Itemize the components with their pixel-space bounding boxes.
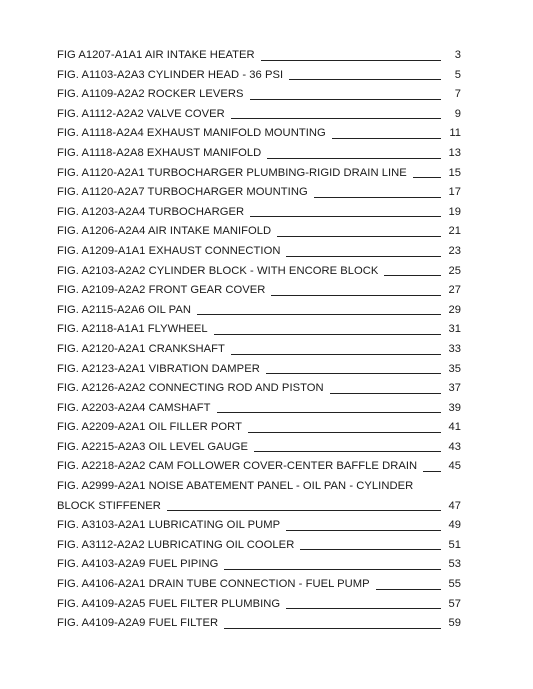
- toc-page-number: 23: [448, 244, 461, 257]
- toc-entry[interactable]: [57, 614, 461, 634]
- toc-entry[interactable]: [57, 66, 461, 86]
- toc-entry-title: FIG. A3112-A2A2 LUBRICATING OIL COOLER: [57, 538, 295, 551]
- toc-entry-line: [57, 262, 461, 282]
- toc-leader-line: [271, 295, 441, 296]
- toc-page-number: 21: [448, 225, 461, 238]
- toc-entry-line: [57, 418, 461, 438]
- toc-entry[interactable]: [57, 183, 461, 203]
- toc-entry-line: [57, 438, 461, 458]
- toc-entry[interactable]: [57, 164, 461, 184]
- toc-entry[interactable]: [57, 516, 461, 536]
- toc-entry[interactable]: [57, 105, 461, 125]
- toc-entry[interactable]: [57, 46, 461, 66]
- toc-entry-title: FIG. A4109-A2A9 FUEL FILTER: [57, 617, 219, 630]
- toc-leader-line: [197, 314, 441, 315]
- toc-entry-line: [57, 595, 461, 615]
- toc-leader-line: [217, 412, 441, 413]
- toc-leader-line: [277, 236, 441, 237]
- toc-leader-line: [254, 451, 441, 452]
- toc-entry-title: FIG. A4103-A2A9 FUEL PIPING: [57, 558, 219, 571]
- toc-entry-title: FIG. A1109-A2A2 ROCKER LEVERS: [57, 88, 244, 101]
- toc-leader-line: [286, 530, 441, 531]
- toc-entry-line: [57, 555, 461, 575]
- toc-entry-title: FIG. A4109-A2A5 FUEL FILTER PLUMBING: [57, 597, 281, 610]
- toc-page-number: 39: [448, 401, 461, 414]
- toc-leader-line: [167, 510, 441, 511]
- toc-entry-title-continuation: BLOCK STIFFENER: [57, 499, 161, 512]
- toc-page-number: 9: [454, 107, 461, 120]
- toc-entry-title: FIG. A2103-A2A2 CYLINDER BLOCK - WITH ENCORE BLOCK: [57, 264, 379, 277]
- toc-page-number: 47: [448, 499, 461, 512]
- toc-leader-line: [289, 79, 441, 80]
- toc-page-number: 59: [448, 617, 461, 630]
- toc-entry[interactable]: [57, 399, 461, 419]
- toc-leader-line: [224, 628, 441, 629]
- toc-entry[interactable]: [57, 222, 461, 242]
- toc-entry-title: FIG. A2118-A1A1 FLYWHEEL: [57, 323, 208, 336]
- toc-entry-line: [57, 281, 461, 301]
- toc-entry-title: FIG. A1120-A2A1 TURBOCHARGER PLUMBING-RIGID DRAIN LINE: [57, 166, 407, 179]
- toc-leader-line: [224, 569, 441, 570]
- toc-entry[interactable]: [57, 242, 461, 262]
- toc-entry-line: [57, 46, 461, 66]
- toc-entry-second-line: [57, 497, 461, 517]
- toc-entry[interactable]: [57, 477, 461, 516]
- toc-entry[interactable]: [57, 457, 461, 477]
- toc-entry-title: FIG. A2203-A2A4 CAMSHAFT: [57, 401, 211, 414]
- toc-entry-title: FIG. A2126-A2A2 CONNECTING ROD AND PISTON: [57, 382, 324, 395]
- toc-leader-line: [250, 216, 441, 217]
- toc-page-number: 49: [448, 519, 461, 532]
- toc-leader-line: [413, 177, 441, 178]
- toc-entry[interactable]: [57, 360, 461, 380]
- toc-entry-line: [57, 399, 461, 419]
- toc-page-number: 57: [448, 597, 461, 610]
- toc-entry-title: FIG. A2218-A2A2 CAM FOLLOWER COVER-CENTER BAFFLE DRAIN: [57, 460, 418, 473]
- toc-entry-title: FIG. A2209-A2A1 OIL FILLER PORT: [57, 421, 242, 434]
- toc-page-number: 5: [454, 68, 461, 81]
- toc-entry-first-line: [57, 477, 461, 497]
- toc-entry-title: FIG. A1203-A2A4 TURBOCHARGER: [57, 205, 245, 218]
- toc-leader-line: [300, 549, 441, 550]
- toc-entry-title: FIG. A1103-A2A3 CYLINDER HEAD - 36 PSI: [57, 68, 284, 81]
- toc-entry-title: FIG. A2120-A2A1 CRANKSHAFT: [57, 342, 225, 355]
- toc-leader-line: [266, 373, 441, 374]
- toc-entry-line: [57, 222, 461, 242]
- toc-entry-line: [57, 340, 461, 360]
- toc-entry[interactable]: [57, 418, 461, 438]
- toc-entry-title: FIG. A1120-A2A7 TURBOCHARGER MOUNTING: [57, 186, 308, 199]
- toc-entry-title: FIG. A1112-A2A2 VALVE COVER: [57, 107, 225, 120]
- toc-entry-line: [57, 183, 461, 203]
- toc-page-number: 37: [448, 382, 461, 395]
- table-of-contents: [57, 46, 461, 634]
- toc-entry[interactable]: [57, 124, 461, 144]
- toc-page-number: 43: [448, 440, 461, 453]
- toc-entry-title: FIG. A2123-A2A1 VIBRATION DAMPER: [57, 362, 260, 375]
- toc-entry-line: [57, 536, 461, 556]
- toc-entry-line: [57, 379, 461, 399]
- toc-entry[interactable]: [57, 301, 461, 321]
- toc-entry[interactable]: [57, 536, 461, 556]
- toc-entry-title: FIG. A2115-A2A6 OIL PAN: [57, 303, 192, 316]
- toc-leader-line: [214, 334, 441, 335]
- toc-entry-title: FIG. A4106-A2A1 DRAIN TUBE CONNECTION - FUEL PUMP: [57, 578, 370, 591]
- toc-entry-line: [57, 144, 461, 164]
- toc-page-number: 41: [448, 421, 461, 434]
- toc-entry-line: [57, 516, 461, 536]
- toc-page-number: 33: [448, 342, 461, 355]
- toc-page-number: 11: [449, 127, 461, 140]
- toc-entry-line: [57, 164, 461, 184]
- toc-page-number: 7: [454, 88, 461, 101]
- toc-entry[interactable]: [57, 262, 461, 282]
- toc-leader-line: [376, 589, 441, 590]
- toc-entry[interactable]: [57, 320, 461, 340]
- toc-leader-line: [314, 197, 441, 198]
- toc-page-number: 29: [448, 303, 461, 316]
- toc-leader-line: [332, 138, 441, 139]
- toc-entry-line: [57, 614, 461, 634]
- toc-entry-title: FIG. A3103-A2A1 LUBRICATING OIL PUMP: [57, 519, 281, 532]
- toc-leader-line: [286, 256, 441, 257]
- toc-page-number: 31: [448, 323, 461, 336]
- toc-page-number: 15: [448, 166, 461, 179]
- toc-entry-title: FIG. A1206-A2A4 AIR INTAKE MANIFOLD: [57, 225, 272, 238]
- toc-entry-title: FIG. A2999-A2A1 NOISE ABATEMENT PANEL - OIL PAN - CYLINDER: [57, 480, 414, 493]
- toc-leader-line: [231, 118, 441, 119]
- toc-entry-title: FIG. A1209-A1A1 EXHAUST CONNECTION: [57, 244, 281, 257]
- toc-entry[interactable]: [57, 555, 461, 575]
- toc-page-number: 45: [448, 460, 461, 473]
- toc-entry[interactable]: [57, 85, 461, 105]
- toc-entry-title: FIG. A1118-A2A4 EXHAUST MANIFOLD MOUNTING: [57, 127, 326, 140]
- toc-entry-line: [57, 124, 461, 144]
- toc-entry[interactable]: [57, 595, 461, 615]
- toc-entry-title: FIG. A1118-A2A8 EXHAUST MANIFOLD: [57, 146, 262, 159]
- toc-entry-line: [57, 360, 461, 380]
- toc-entry-title: FIG. A2109-A2A2 FRONT GEAR COVER: [57, 284, 266, 297]
- toc-page-number: 53: [448, 558, 461, 571]
- toc-entry-line: [57, 575, 461, 595]
- toc-leader-line: [261, 60, 441, 61]
- toc-page-number: 25: [448, 264, 461, 277]
- toc-page-number: 13: [448, 146, 461, 159]
- toc-entry[interactable]: [57, 144, 461, 164]
- toc-entry[interactable]: [57, 438, 461, 458]
- toc-entry[interactable]: [57, 340, 461, 360]
- toc-page-number: 3: [454, 49, 461, 61]
- toc-entry-line: [57, 320, 461, 340]
- toc-entry[interactable]: [57, 379, 461, 399]
- toc-entry-line: [57, 85, 461, 105]
- toc-leader-line: [423, 471, 441, 472]
- toc-entry-line: [57, 301, 461, 321]
- toc-entry-line: [57, 457, 461, 477]
- toc-entry-title: FIG. A2215-A2A3 OIL LEVEL GAUGE: [57, 440, 248, 453]
- toc-leader-line: [286, 608, 441, 609]
- toc-entry[interactable]: [57, 281, 461, 301]
- toc-leader-line: [330, 393, 441, 394]
- toc-leader-line: [250, 99, 441, 100]
- toc-page-number: 27: [448, 284, 461, 297]
- toc-page-number: 17: [448, 186, 461, 199]
- toc-entry-line: [57, 105, 461, 125]
- toc-entry[interactable]: [57, 575, 461, 595]
- toc-leader-line: [384, 275, 441, 276]
- toc-entry[interactable]: [57, 203, 461, 223]
- toc-page-number: 35: [448, 362, 461, 375]
- toc-entry-line: [57, 242, 461, 262]
- toc-page-number: 19: [448, 205, 461, 218]
- toc-leader-line: [267, 158, 441, 159]
- toc-entry-line: [57, 66, 461, 86]
- toc-page-number: 51: [448, 538, 461, 551]
- toc-leader-line: [231, 354, 441, 355]
- toc-page-number: 55: [448, 578, 461, 591]
- toc-entry-title: FIG A1207-A1A1 AIR INTAKE HEATER: [57, 49, 255, 61]
- toc-leader-line: [248, 432, 441, 433]
- toc-entry-line: [57, 203, 461, 223]
